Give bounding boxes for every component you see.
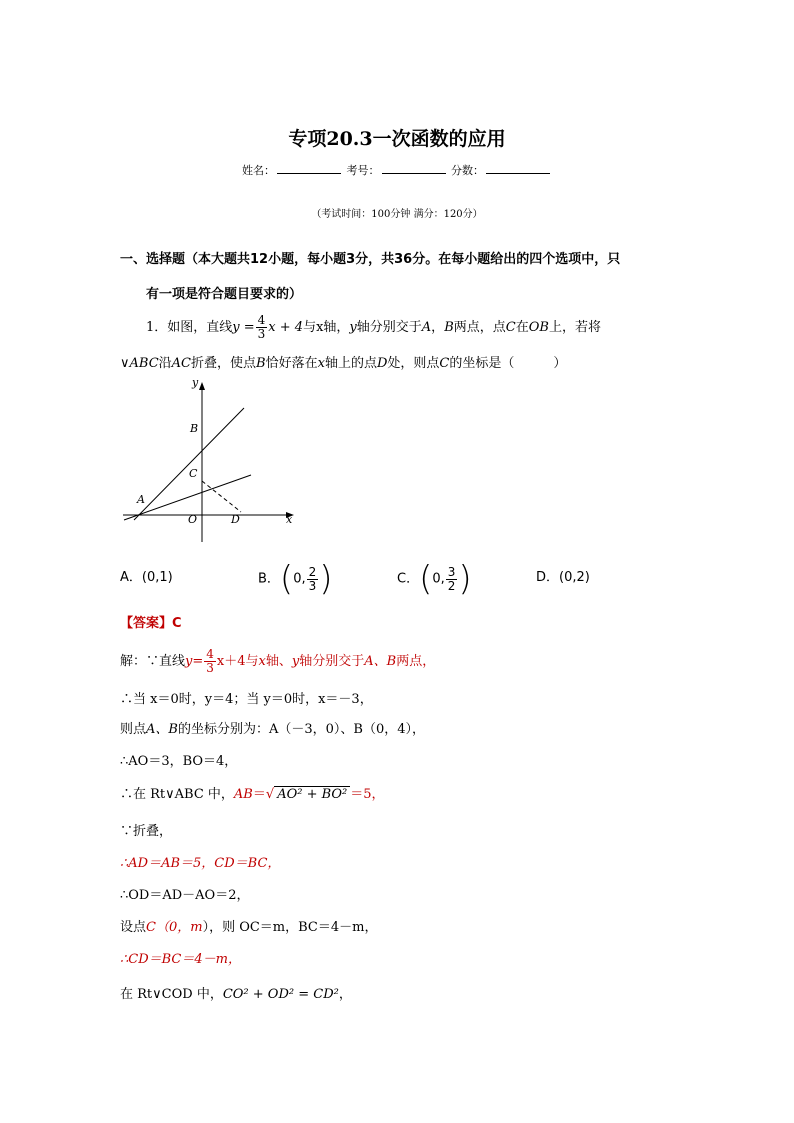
option-d[interactable]: D．(0,2) — [536, 570, 590, 585]
question-1-line-2: ∨ABC沿AC折叠，使点B恰好落在x轴上的点D处，则点C的坐标是（ ） — [120, 356, 567, 371]
answer-label: 【答案】C — [120, 616, 182, 631]
name-label: 姓名： — [242, 164, 275, 177]
label-c: C — [189, 467, 198, 480]
fraction: $\frac{4}{3}$ — [206, 647, 214, 675]
page-title: 专项20.3一次函数的应用 — [288, 128, 506, 150]
student-info-line — [0, 162, 794, 178]
solution-line-5: ∴在 Rt∨ABC 中，AB＝√ AO² + BO² ＝5， — [120, 787, 385, 802]
solution-line-8: ∴OD＝AD－AO＝2， — [120, 888, 250, 903]
label-x: x — [286, 513, 293, 526]
fraction: $\frac{2}{3}$ — [308, 564, 317, 593]
y-axis-arrow — [199, 382, 205, 390]
option-b[interactable]: B．(0, $\frac{2}{3}$ ) — [258, 559, 333, 599]
solution-line-9: 设点C（0，m），则 OC＝m，BC＝4－m， — [120, 920, 378, 935]
label-a: A — [137, 493, 145, 506]
solution-line-7: ∴AD＝AB＝5，CD＝BC， — [120, 856, 281, 871]
exam-time-info: （考试时间：100分钟 满分：120分） — [311, 209, 483, 220]
label-b: B — [190, 422, 199, 435]
option-c[interactable]: C．(0, $\frac{3}{2}$ ) — [397, 559, 472, 599]
solution-line-1: 解：∵直线y= $\frac{4}{3}$ x＋4与x轴、y轴分别交于A、B两点， — [120, 647, 436, 675]
label-y: y — [192, 376, 199, 389]
section-heading: 一、选择题（本大题共12小题，每小题3分，共36分。在每小题给出的四个选项中，只 — [120, 252, 621, 267]
solution-line-4: ∴AO＝3，BO＝4， — [120, 754, 238, 769]
line-ab — [134, 408, 244, 520]
solution-line-2: ∴当 x＝0时，y＝4；当 y＝0时，x＝－3， — [120, 692, 373, 707]
geometry-figure — [118, 372, 308, 547]
score-label: 分数： — [451, 164, 484, 177]
section-heading-cont: 有一项是符合题目要求的） — [146, 287, 303, 302]
label-d: D — [231, 513, 240, 526]
solution-line-6: ∵折叠， — [120, 824, 173, 839]
exam-number-blank — [382, 163, 446, 174]
score-blank — [486, 163, 550, 174]
name-blank — [277, 163, 341, 174]
solution-line-11: 在 Rt∨COD 中，CO² + OD² = CD²， — [120, 987, 352, 1002]
solution-line-10: ∴CD＝BC＝4－m， — [120, 952, 241, 967]
option-a[interactable]: A．(0,1) — [120, 570, 173, 585]
fraction: $\frac{3}{2}$ — [447, 564, 456, 593]
label-o: O — [188, 513, 198, 526]
question-1-line-1: 1．如图，直线y = $\frac{4}{3}$ x + 4与x轴，y轴分别交于A，B两点，点C在OB上，若将 — [146, 313, 601, 341]
exam-number-label: 考号： — [346, 164, 380, 177]
fraction: $\frac{4}{3}$ — [257, 313, 266, 341]
solution-line-3: 则点A、B的坐标分别为：A（－3，0）、B（0，4）， — [120, 722, 425, 737]
